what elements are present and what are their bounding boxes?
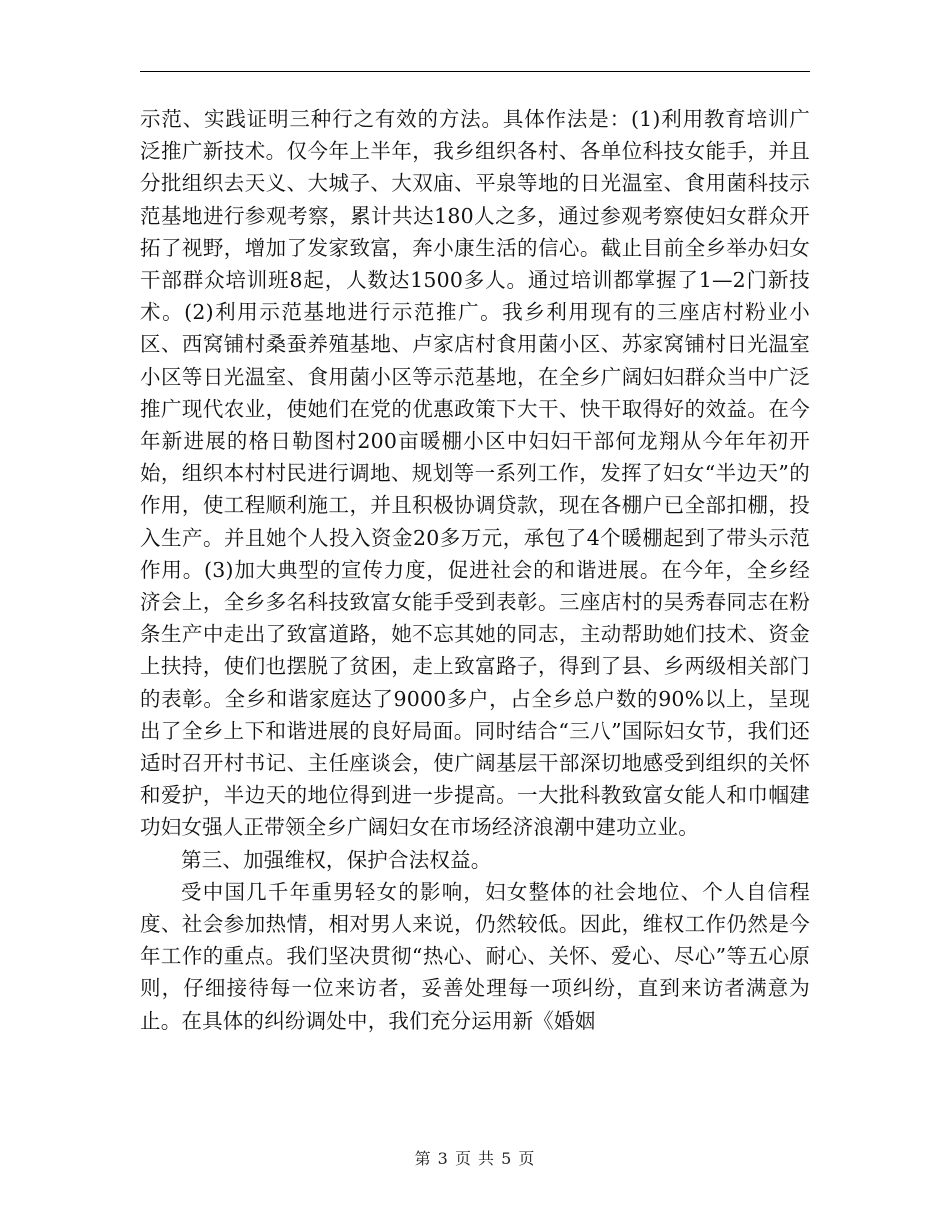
page-number-footer: 第 3 页 共 5 页 bbox=[414, 1149, 536, 1168]
body-paragraph-1: 示范、实践证明三种行之有效的方法。具体作法是：(1)利用教育培训广泛推广新技术。仅今年上半年，我乡组织各村、各单位科技女能手，并且分批组织去天义、大城子、大双庙、平泉等地的日光温室、食用菌科技示范基地进行参观考察，累计共达180人之多，通过参观考察使妇女群众开拓了视野，增加了发家致富，奔小康生活的信心。截止目前全乡举办妇女干部群众培训班8起，人数达1500多人。通过培训都掌握了1—2门新技术。(2)利用示范基地进行示范推广。我乡利用现有的三座店村粉业小区、西窝铺村桑蚕养殖基地、卢家店村食用菌小区、苏家窝铺村日光温室小区等日光温室、食用菌小区等示范基地，在全乡广阔妇妇群众当中广泛推广现代农业，使她们在党的优惠政策下大干、快干取得好的效益。在今年新进展的格日勒图村200亩暖棚小区中妇妇干部何龙翔从今年年初开始，组织本村村民进行调地、规划等一系列工作，发挥了妇女“半边天”的作用，使工程顺利施工，并且积极协调贷款，现在各棚户已全部扣棚，投入生产。并且她个人投入资金20多万元，承包了4个暖棚起到了带头示范作用。(3)加大典型的宣传力度，促进社会的和谐进展。在今年，全乡经济会上，全乡多名科技致富女能手受到表彰。三座店村的吴秀春同志在粉条生产中走出了致富道路，她不忘其她的同志，主动帮助她们技术、资金上扶持，使们也摆脱了贫困，走上致富路子，得到了县、乡两级相关部门的表彰。全乡和谐家庭达了9000多户，占全乡总户数的90%以上，呈现出了全乡上下和谐进展的良好局面。同时结合“三八”国际妇女节，我们还适时召开村书记、主任座谈会，使广阔基层干部深切地感受到组织的关怀和爱护，半边天的地位得到进一步提高。一大批科教致富女能人和巾帼建功妇女强人正带领全乡广阔妇女在市场经济浪潮中建功立业。 bbox=[140, 107, 810, 840]
body-paragraph-2: 受中国几千年重男轻女的影响，妇女整体的社会地位、个人自信程度、社会参加热情，相对男人来说，仍然较低。因此，维权工作仍然是今年工作的重点。我们坚决贯彻“热心、耐心、关怀、爱心、尽心”等五心原则，仔细接待每一位来访者，妥善处理每一项纠纷，直到来访者满意为止。在具体的纠纷调处中，我们充分运用新《婚姻 bbox=[140, 879, 810, 1033]
header-rule bbox=[140, 71, 810, 72]
document-body bbox=[140, 103, 810, 1037]
section-heading-3: 第三、加强维权，保护合法权益。 bbox=[181, 847, 492, 872]
